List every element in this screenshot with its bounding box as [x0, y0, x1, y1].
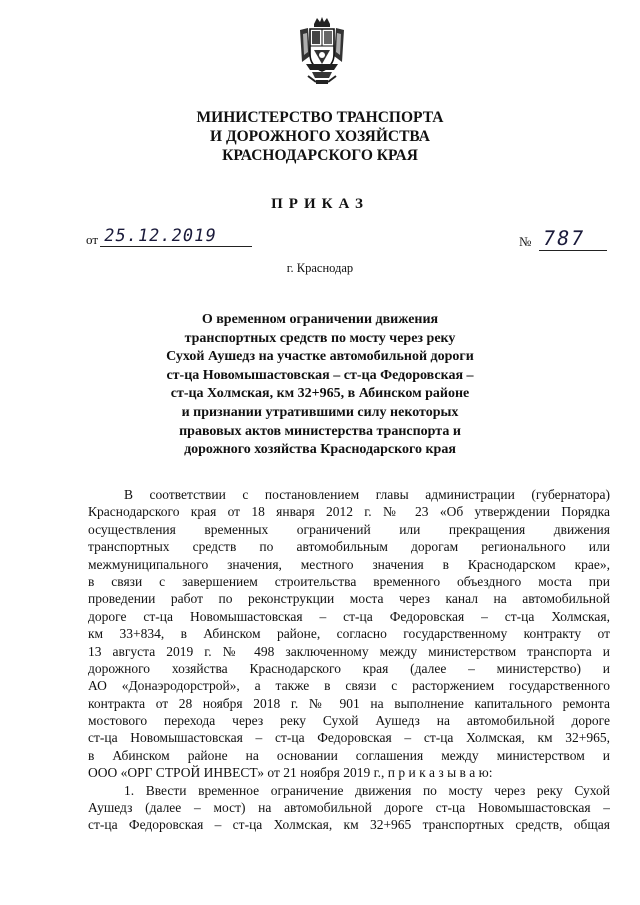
date-prefix: от [86, 232, 99, 247]
body-line: 1. Ввести временное ограничение движения по мосту через реку Сухой [124, 782, 610, 798]
number-prefix: № [519, 234, 532, 249]
body-line: В соответствии с постановлением главы администрации (губернатора) [124, 487, 610, 502]
body-line: Аушедз (далее – мост) на автомобильной дороге ст-ца Новомышастовская – [88, 800, 610, 816]
body-text [88, 486, 610, 834]
body-line: мостового перехода через реку Сухой Аушедз на автомобильной дороге [88, 713, 610, 729]
title-line: Сухой Аушедз на участке автомобильной дороги [166, 349, 474, 365]
body-line: Краснодарского края от 18 января 2012 г. № 23 «Об утверждении Порядка [88, 504, 610, 520]
handwritten-date: 25.12.2019 [102, 226, 219, 246]
title-line: транспортных средств по мосту через реку [184, 330, 456, 346]
title-line: и признании утратившими силу некоторых [181, 404, 459, 420]
body-line: межмуниципального значения, местного значения в Краснодарском крае», [88, 556, 610, 572]
ministry-line: МИНИСТЕРСТВО ТРАНСПОРТА [196, 109, 444, 126]
handwritten-number: 787 [540, 226, 588, 250]
ministry-line: КРАСНОДАРСКОГО КРАЯ [222, 147, 418, 164]
body-line: ст-ца Новомышастовская – ст-ца Федоровская – ст-ца Холмская, км 32+965, [88, 730, 610, 746]
body-line: осуществления временных ограничений или прекращения движения [88, 521, 610, 537]
date-underline [100, 246, 252, 247]
body-line: дороге ст-ца Новомышастовская – ст-ца Федоровская – ст-ца Холмская, [88, 608, 610, 624]
body-line: дорожного хозяйства Краснодарского края (далее – министерство) и [88, 660, 610, 676]
body-line: в Абинском районе на основании соглашения между министерством и [88, 747, 610, 763]
title-line: О временном ограничении движения [201, 312, 439, 327]
body-line: проведении работ по реконструкции моста через канал на автомобильной [88, 591, 610, 607]
document-type-heading: ПРИКАЗ [271, 196, 369, 212]
body-line: контракта от 28 ноября 2018 г. № 901 на выполнение капитального ремонта [88, 695, 610, 711]
coat-of-arms-icon [296, 16, 348, 86]
ministry-name [0, 108, 640, 165]
title-line: ст-ца Новомышастовская – ст-ца Федоровская – [166, 367, 474, 383]
city-name: г. Краснодар [286, 261, 354, 275]
order-title [0, 311, 640, 460]
ministry-line: И ДОРОЖНОГО ХОЗЯЙСТВА [210, 128, 430, 145]
number-underline [539, 250, 607, 251]
body-line: км 33+834, в Абинском районе, согласно государственному контракту от [88, 626, 610, 642]
body-line: АО «Донаэродорстрой», а также в связи с расторжением государственного [88, 678, 610, 694]
title-line: дорожного хозяйства Краснодарского края [184, 442, 456, 458]
body-line: 13 августа 2019 г. № 498 заключенному между министерством транспорта и [88, 643, 610, 659]
title-line: правовых актов министерства транспорта и [179, 423, 461, 439]
body-line: транспортных средств по автомобильным дорогам регионального или [88, 539, 610, 555]
body-line: ООО «ОРГ СТРОЙ ИНВЕСТ» от 21 ноября 2019 г., п р и к а з ы в а ю: [88, 765, 493, 781]
body-line: в связи с завершением строительства временного объездного моста при [88, 573, 610, 589]
body-line: ст-ца Федоровская – ст-ца Холмская, км 32+965 транспортных средств, общая [88, 817, 610, 833]
title-line: ст-ца Холмская, км 32+965, в Абинском районе [170, 386, 470, 402]
